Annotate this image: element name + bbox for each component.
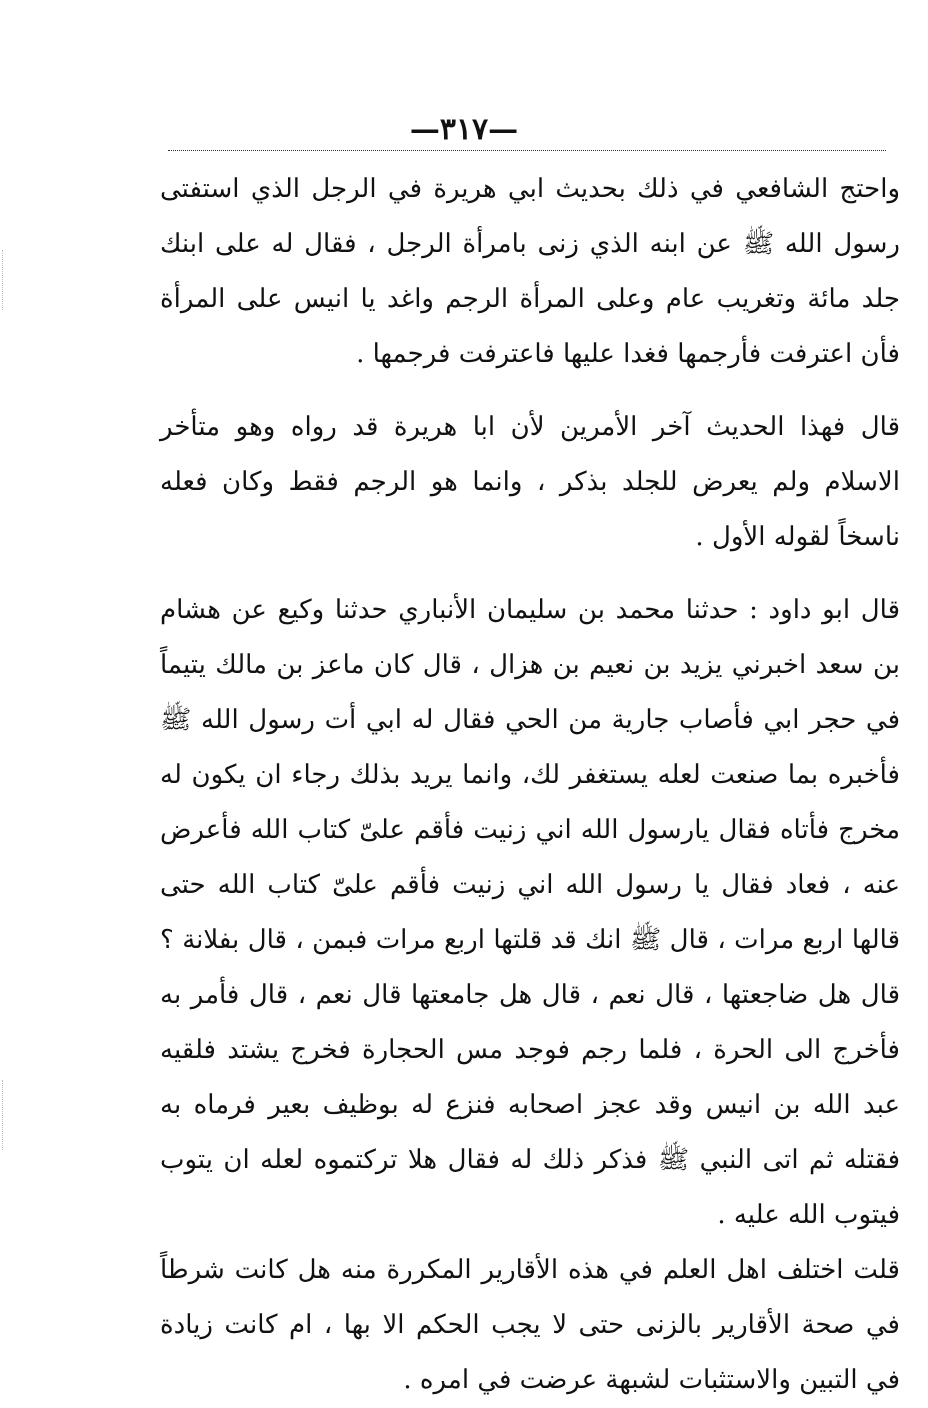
header-rule	[168, 150, 886, 151]
text-body	[160, 162, 900, 1408]
paragraph-2: قال فهذا الحديث آخر الأمرين لأن ابا هريرة قد رواه وهو متأخر الاسلام ولم يعرض للجلد بذكر ، وانما هو الرجم فقط وكان فعله ناسخاً لقوله الأول .	[160, 412, 900, 552]
paragraph-4: قلت اختلف اهل العلم في هذه الأقارير المكررة منه هل كانت شرطاً في صحة الأقارير بالزنى حتى لا يجب الحكم الا بها ، ام كانت زيادة في التبين والاستثبات لشبهة عرضت في امره .	[160, 1255, 900, 1395]
scan-margin-mark	[2, 250, 9, 310]
paragraph-1: واحتج الشافعي في ذلك بحديث ابي هريرة في الرجل الذي استفتى رسول الله ﷺ عن ابنه الذي زنى بامرأة الرجل ، فقال له على ابنك جلد مائة وتغريب عام وعلى المرأة الرجم واغد يا انيس على المرأة فأن اعترفت فأرجمها فغدا عليها فاعترفت فرجمها .	[160, 174, 900, 369]
paragraph-3: قال ابو داود : حدثنا محمد بن سليمان الأنباري حدثنا وكيع عن هشام بن سعد اخبرني يزيد بن نعيم بن هزال ، قال كان ماعز بن مالك يتيماً في حجر ابي فأصاب جارية من الحي فقال له ابي أت رسول الله ﷺ فأخبره بما صنعت لعله يستغفر لك، وانما يريد بذلك رجاء ان يكون له مخرج فأتاه فقال يارسول الله اني زنيت فأقم علىّ كتاب الله فأعرض عنه ، فعاد فقال يا رسول الله اني زنيت فأقم علىّ كتاب الله حتى قالها اربع مرات ، قال ﷺ انك قد قلتها اربع مرات فبمن ، قال بفلانة ؟ قال هل ضاجعتها ، قال نعم ، قال هل جامعتها قال نعم ، قال فأمر به فأخرج الى الحرة ، فلما رجم فوجد مس الحجارة فخرج يشتد فلقيه عبد الله بن انيس وقد عجز اصحابه فنزع له بوظيف بعير فرماه به فقتله ثم اتى النبي ﷺ فذكر ذلك له فقال هلا تركتموه لعله ان يتوب فيتوب الله عليه .	[160, 595, 900, 1230]
page-number: —٣١٧—	[409, 112, 519, 147]
scan-margin-mark	[2, 1080, 9, 1150]
